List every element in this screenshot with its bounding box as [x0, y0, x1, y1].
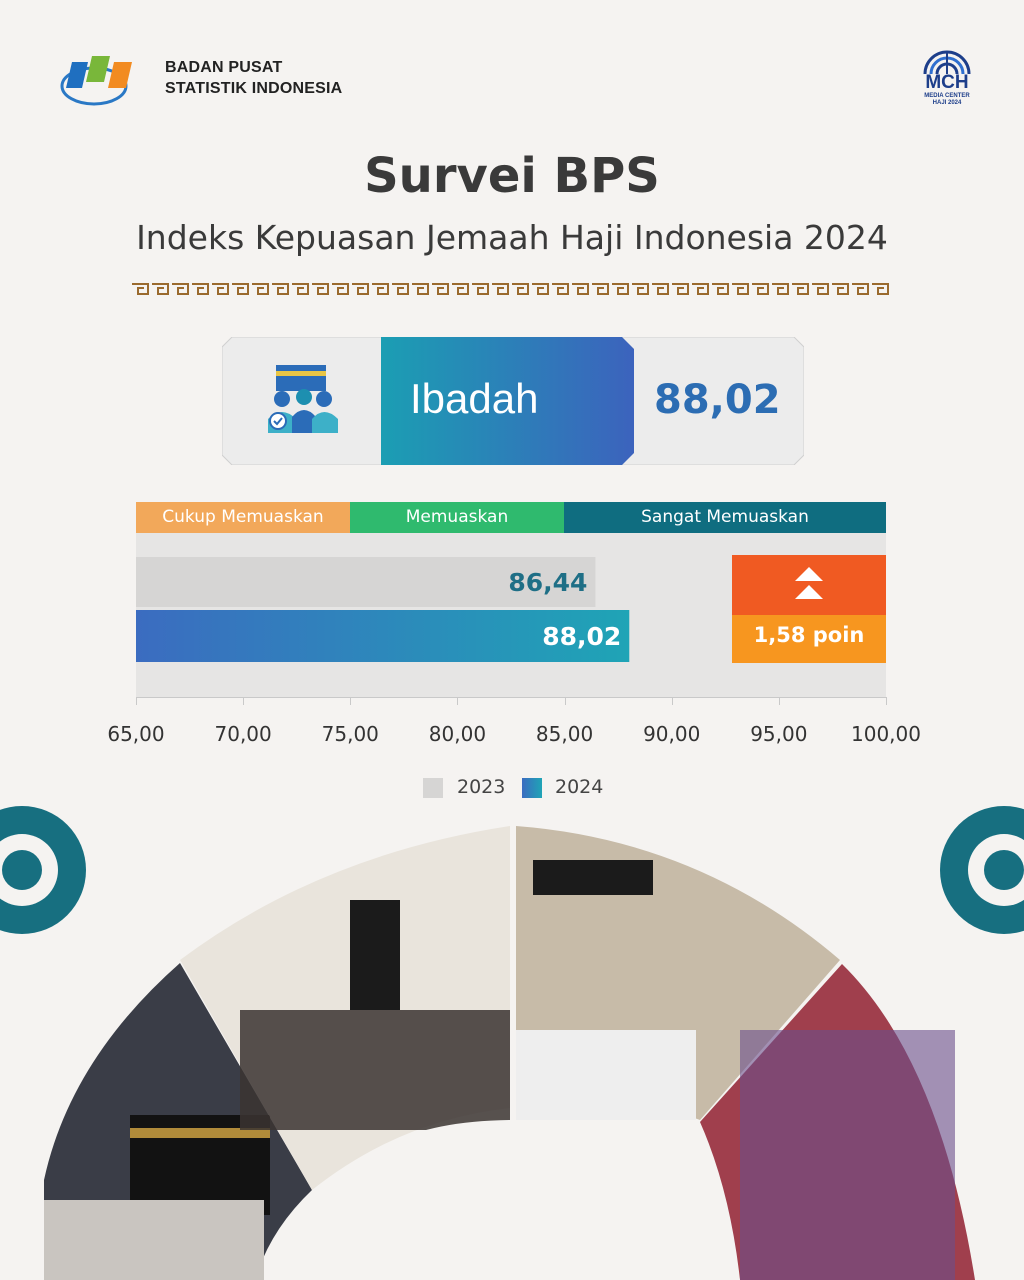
x-tick-label: 85,00	[535, 722, 594, 746]
x-tick-label: 65,00	[107, 722, 165, 746]
pilgrims-safa	[516, 1030, 696, 1120]
x-tick-label: 90,00	[643, 722, 701, 746]
x-tick-mark	[457, 697, 458, 705]
ibadah-card	[222, 337, 804, 465]
x-tick-label: 95,00	[750, 722, 808, 746]
left-rosette-ornament	[0, 806, 86, 934]
pilgrims-hall	[740, 1030, 955, 1280]
page-subtitle: Indeks Kepuasan Jemaah Haji Indonesia 2024	[136, 218, 888, 257]
x-tick-mark	[886, 697, 887, 705]
right-rosette-ornament	[940, 806, 1024, 934]
mch-logo	[914, 40, 980, 110]
mch-subtitle	[914, 93, 980, 107]
speaker-figure	[350, 900, 400, 1010]
mch-subtitle-line1: MEDIA CENTER	[924, 93, 970, 99]
org-name-line2: STATISTIK INDONESIA	[165, 80, 343, 97]
x-tick-mark	[779, 697, 780, 705]
photo-collage	[0, 760, 1024, 1280]
x-tick-label: 80,00	[428, 722, 487, 746]
org-name-line1: BADAN PUSAT	[165, 59, 283, 76]
x-tick-mark	[565, 697, 566, 705]
kaaba-pilgrims-icon	[264, 363, 342, 433]
org-name	[165, 57, 342, 99]
bar-label-2024: 88,02	[542, 622, 622, 651]
card-value: 88,02	[654, 377, 781, 423]
mch-subtitle-line2: HAJI 2024	[932, 100, 962, 106]
x-tick-mark	[136, 697, 137, 705]
bar-label-2023: 86,44	[508, 568, 588, 597]
audience-left	[240, 1010, 510, 1130]
x-tick-mark	[672, 697, 673, 705]
legend-label-2023: 2023	[457, 776, 506, 798]
card-label: Ibadah	[410, 375, 539, 422]
page-title: Survei BPS	[364, 148, 660, 204]
crowd-left	[44, 1200, 264, 1280]
x-tick-mark	[243, 697, 244, 705]
bps-logo	[58, 48, 136, 110]
safa-start-sign	[533, 860, 653, 895]
category-sangat-memuaskan: Sangat Memuaskan	[564, 502, 886, 533]
increase-value: 1,58 poin	[753, 623, 865, 647]
category-cukup-memuaskan: Cukup Memuaskan	[136, 502, 350, 533]
ornament-divider	[132, 281, 892, 298]
x-tick-label: 70,00	[214, 722, 272, 746]
x-tick-label: 100,00	[851, 722, 921, 746]
x-tick-label: 75,00	[321, 722, 379, 746]
category-memuaskan: Memuaskan	[350, 502, 564, 533]
x-tick-mark	[350, 697, 351, 705]
mch-wordmark: MCH	[925, 72, 969, 93]
legend-label-2024: 2024	[555, 776, 604, 798]
x-axis-line	[136, 697, 886, 698]
arch-icon	[922, 40, 972, 74]
